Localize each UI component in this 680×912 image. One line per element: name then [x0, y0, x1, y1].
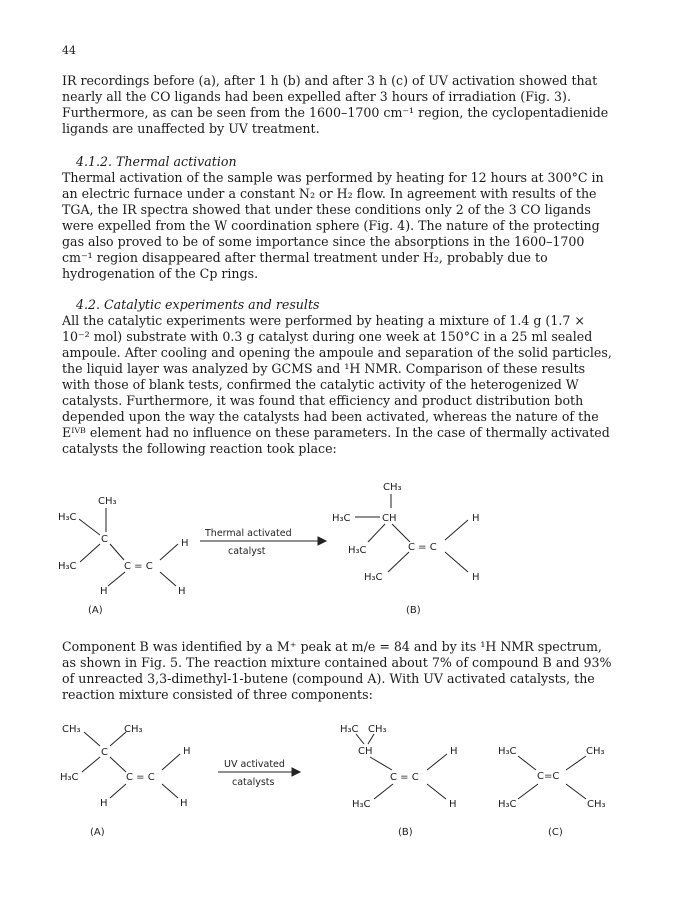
section-heading-catalytic-experiments: 4.2. Catalytic experiments and results — [76, 297, 320, 312]
atom-h: H — [472, 572, 480, 583]
bond — [368, 524, 385, 542]
structure-a — [58, 496, 189, 597]
atom-double-bond: C = C — [390, 772, 419, 783]
atom-double-bond: C = C — [124, 561, 153, 572]
bond — [518, 756, 536, 770]
paragraph-uv-ir: IR recordings before (a), after 1 h (b) and after 3 h (c) of UV activation showed that nearly all the CO ligands had been expelled after 3 hours of irradiation (Fig. 3). Furthermore, as can be seen from the 1600–1700 cm⁻¹ region, the cyclopentadienide ligands are unaffected by UV treatment. — [62, 73, 609, 136]
atom-ch3: CH₃ — [383, 482, 402, 493]
reaction-scheme-uv — [0, 706, 680, 856]
bond — [388, 552, 409, 572]
atom-h: H — [472, 513, 480, 524]
bond — [108, 572, 125, 586]
structure-a — [60, 724, 191, 809]
bond — [368, 734, 374, 744]
bond — [84, 732, 100, 746]
arrow-label-bottom: catalyst — [228, 546, 266, 557]
bond — [82, 757, 100, 772]
atom-h: H — [100, 798, 108, 809]
atom-ch3: CH₃ — [124, 724, 143, 735]
bond — [392, 524, 410, 542]
atom-c-quaternary: C — [101, 747, 108, 758]
compound-label-b: (B) — [406, 605, 421, 616]
bond — [160, 544, 178, 560]
bond — [162, 784, 178, 798]
atom-h: H — [449, 799, 457, 810]
atom-h3c: H₃C — [332, 513, 351, 524]
arrow-head-icon — [318, 537, 326, 545]
structure-b — [340, 724, 458, 810]
atom-h3c: H₃C — [498, 746, 517, 757]
bond — [427, 754, 447, 770]
compound-label-a: (A) — [90, 827, 105, 838]
atom-ch3: CH₃ — [62, 724, 81, 735]
bond — [370, 757, 392, 770]
atom-ch: CH — [358, 746, 373, 757]
atom-h: H — [178, 586, 186, 597]
atom-h3c: H₃C — [60, 772, 79, 783]
arrow-label-bottom: catalysts — [232, 777, 275, 788]
structure-c — [498, 746, 606, 810]
arrow-label-top: UV activated — [224, 759, 285, 770]
bond — [110, 544, 124, 560]
atom-double-bond: C = C — [126, 772, 155, 783]
atom-ch3: CH₃ — [586, 746, 605, 757]
bond — [566, 784, 586, 799]
atom-h: H — [181, 538, 189, 549]
paragraph-thermal-activation: Thermal activation of the sample was performed by heating for 12 hours at 300°C in an electric furnace under a constant N₂ or H₂ flow. In agreement with results of the TGA, the IR spectra showed that under these conditions only 2 of the 3 CO ligands were expelled from the W coordination sphere (Fig. 4). The nature of the protecting gas also proved to be of some importance since the absorptions in the 1600–1700 cm⁻¹ region disappeared after thermal treatment under H₂, probably due to hydrogenation of the Cp rings. — [62, 170, 604, 281]
atom-h3c: H₃C — [364, 572, 383, 583]
atom-ch3: CH₃ — [98, 496, 117, 507]
atom-h: H — [100, 586, 108, 597]
bond — [445, 552, 468, 572]
compound-label-b: (B) — [398, 827, 413, 838]
compound-label-c: (C) — [548, 827, 563, 838]
bond — [110, 757, 126, 772]
paragraph-catalytic-experiments: All the catalytic experiments were performed by heating a mixture of 1.4 g (1.7 × 10⁻² mol) substrate with 0.3 g catalyst during one week at 150°C in a 25 ml sealed ampoule. After cooling and opening the ampoule and separation of the solid particles, the liquid layer was analyzed by GCMS and ¹H NMR. Comparison of these results with those of blank tests, confirmed the catalytic activity of the heterogenized W catalysts. Furthermore, it was found that efficiency and product distribution both depended upon the way the catalysts had been activated, whereas the nature of the Eᴵⱽᴮ element had no influence on these parameters. In the case of thermally activated catalysts the following reaction took place: — [62, 313, 612, 456]
atom-h3c: H₃C — [348, 545, 367, 556]
atom-h3c: H₃C — [498, 799, 517, 810]
bond — [110, 784, 126, 798]
paragraph-component-b: Component B was identified by a M⁺ peak at m/e = 84 and by its ¹H NMR spectrum, as shown in Fig. 5. The reaction mixture contained about 7% of compound B and 93% of unreacted 3,3-dimethyl-1-butene (compound A). With UV activated catalysts, the reaction mixture consisted of three components: — [62, 639, 612, 702]
atom-h: H — [450, 746, 458, 757]
bond — [356, 734, 364, 744]
section-heading-thermal-activation: 4.1.2. Thermal activation — [76, 154, 237, 169]
arrow-label-top: Thermal activated — [205, 528, 292, 539]
bond — [80, 544, 100, 562]
atom-h3c: H₃C — [58, 512, 77, 523]
compound-label-a: (A) — [88, 605, 103, 616]
atom-ch3: CH₃ — [368, 724, 387, 735]
bond — [566, 756, 586, 770]
bond — [79, 519, 100, 535]
atom-h: H — [180, 798, 188, 809]
bond — [445, 520, 468, 540]
atom-ch: CH — [382, 513, 397, 524]
atom-h: H — [183, 746, 191, 757]
atom-double-bond: C=C — [537, 771, 560, 782]
atom-ch3: CH₃ — [587, 799, 606, 810]
arrow-head-icon — [292, 768, 300, 776]
atom-h3c: H₃C — [352, 799, 371, 810]
atom-c-quaternary: C — [101, 534, 108, 545]
bond — [427, 784, 446, 799]
bond — [160, 572, 176, 586]
atom-h3c: H₃C — [340, 724, 359, 735]
bond — [162, 754, 180, 770]
atom-double-bond: C = C — [408, 542, 437, 553]
bond — [374, 784, 393, 799]
atom-h3c: H₃C — [58, 561, 77, 572]
page-number: 44 — [62, 44, 76, 57]
bond — [518, 784, 538, 799]
reaction-scheme-thermal — [0, 470, 680, 620]
structure-b — [332, 482, 480, 583]
bond — [110, 732, 126, 746]
